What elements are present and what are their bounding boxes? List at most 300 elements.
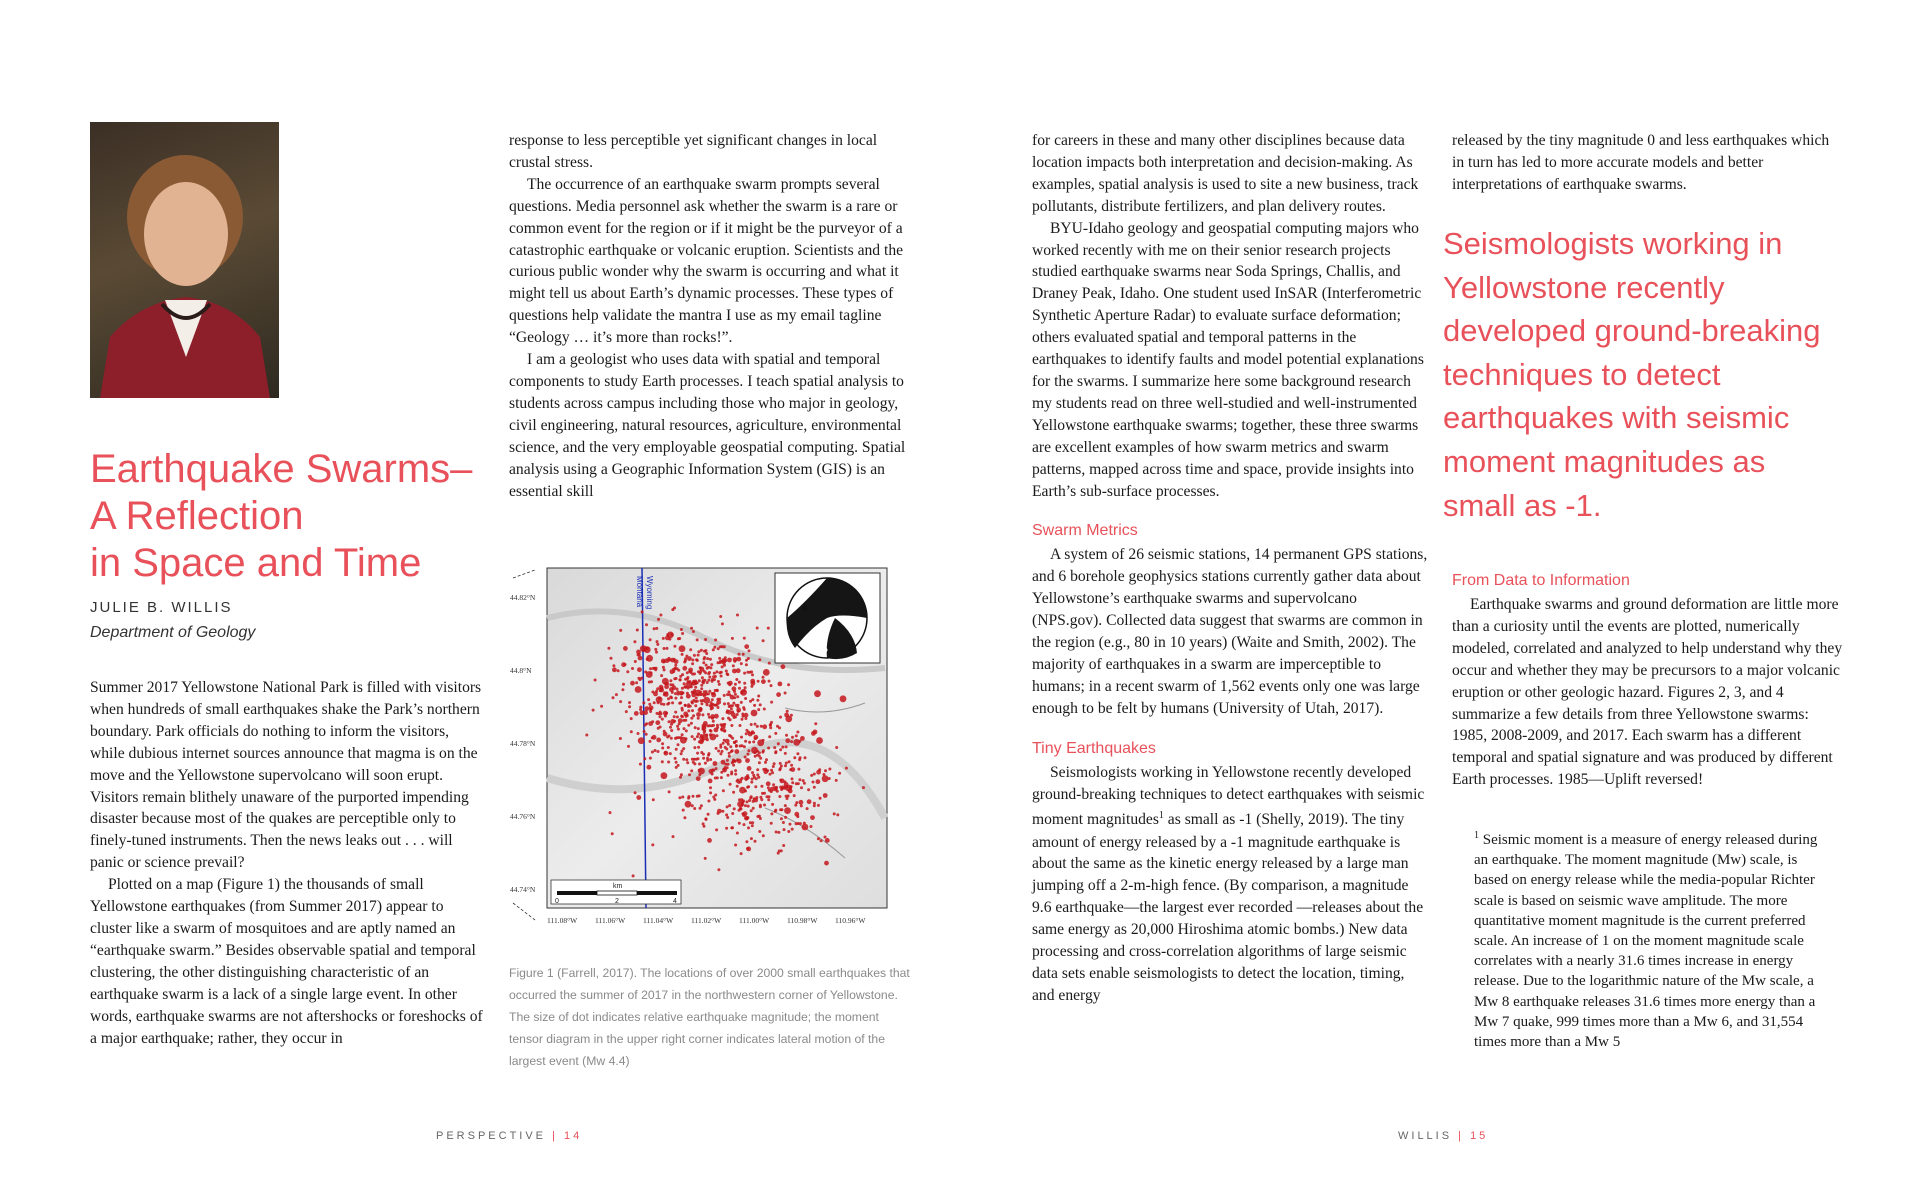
earthquake-dot bbox=[681, 673, 684, 676]
earthquake-dot bbox=[716, 703, 719, 706]
earthquake-dot bbox=[838, 772, 841, 775]
footer-separator: | bbox=[552, 1130, 558, 1142]
earthquake-dot bbox=[732, 702, 735, 705]
earthquake-dot bbox=[751, 730, 754, 733]
earthquake-dot bbox=[791, 828, 794, 831]
earthquake-dot bbox=[813, 786, 816, 789]
earthquake-dot bbox=[785, 795, 788, 798]
earthquake-dot bbox=[778, 682, 783, 687]
earthquake-dot bbox=[747, 826, 750, 829]
earthquake-dot bbox=[750, 837, 753, 840]
earthquake-dot bbox=[767, 786, 770, 789]
earthquake-dot bbox=[770, 812, 773, 815]
earthquake-dot bbox=[725, 827, 728, 830]
footnote-ref: 1 bbox=[1158, 810, 1164, 822]
earthquake-dot bbox=[812, 781, 815, 784]
earthquake-dot bbox=[646, 655, 653, 662]
earthquake-dot bbox=[798, 740, 801, 743]
earthquake-dot bbox=[615, 693, 618, 696]
earthquake-dot bbox=[668, 790, 671, 793]
earthquake-dot bbox=[630, 681, 635, 686]
earthquake-dot bbox=[704, 857, 707, 860]
earthquake-dot bbox=[783, 828, 786, 831]
earthquake-dot bbox=[756, 815, 759, 818]
earthquake-dot bbox=[727, 763, 730, 766]
earthquake-dot bbox=[709, 791, 712, 794]
earthquake-dot bbox=[748, 649, 751, 652]
earthquake-dot bbox=[682, 719, 685, 722]
earthquake-dot bbox=[778, 726, 781, 729]
lon-label: 111.06°W bbox=[595, 916, 626, 925]
text-run: Seismologists working in Yellowstone recently developed ground-breaking techniques to detect earthquakes with seismic moment magnitudes bbox=[1032, 763, 1425, 829]
earthquake-dot bbox=[600, 705, 603, 708]
earthquake-dot bbox=[681, 709, 684, 712]
earthquake-dot bbox=[679, 678, 682, 681]
earthquake-dot bbox=[708, 671, 711, 674]
body-paragraph: for careers in these and many other disciplines because data location impacts both interpretation and decision-making. As examples, spatial analysis is used to site a new business, track pollutants, distribute fertilizers, and plan delivery routes. bbox=[1032, 132, 1419, 215]
earthquake-dot bbox=[743, 745, 746, 748]
state-label-wyoming: Wyoming bbox=[645, 576, 654, 610]
earthquake-dot bbox=[681, 653, 684, 656]
earthquake-dot bbox=[734, 715, 737, 718]
earthquake-dot bbox=[647, 765, 652, 770]
earthquake-dot bbox=[747, 805, 750, 808]
earthquake-dot bbox=[638, 656, 643, 661]
earthquake-dot bbox=[609, 811, 612, 814]
earthquake-dot bbox=[726, 673, 729, 676]
earthquake-dot bbox=[758, 761, 761, 764]
scale-unit: km bbox=[613, 883, 623, 890]
earthquake-dot bbox=[720, 675, 723, 678]
earthquake-dot bbox=[626, 670, 629, 673]
earthquake-dot bbox=[777, 742, 780, 745]
earthquake-dot bbox=[716, 726, 719, 729]
earthquake-dot bbox=[703, 690, 706, 693]
earthquake-dot bbox=[810, 774, 813, 777]
earthquake-dot bbox=[697, 654, 700, 657]
earthquake-dot bbox=[793, 756, 796, 759]
earthquake-dot bbox=[774, 751, 777, 754]
earthquake-dot bbox=[675, 736, 678, 739]
earthquake-dot bbox=[697, 733, 700, 736]
earthquake-dot bbox=[791, 781, 794, 784]
earthquake-dot bbox=[655, 720, 660, 725]
earthquake-dot bbox=[754, 735, 759, 740]
earthquake-dot bbox=[767, 747, 770, 750]
earthquake-dot bbox=[729, 745, 732, 748]
earthquake-dot bbox=[669, 683, 672, 686]
earthquake-dot bbox=[810, 815, 815, 820]
earthquake-dot bbox=[784, 764, 787, 767]
earthquake-dot bbox=[680, 696, 683, 699]
lon-label: 111.00°W bbox=[739, 916, 770, 925]
earthquake-dot bbox=[761, 792, 764, 795]
earthquake-dot bbox=[790, 785, 793, 788]
earthquake-dot bbox=[795, 734, 798, 737]
earthquake-dot bbox=[657, 618, 660, 621]
earthquake-dot bbox=[711, 768, 714, 771]
earthquake-dot bbox=[732, 686, 737, 691]
earthquake-dot bbox=[638, 737, 645, 744]
earthquake-dot bbox=[691, 702, 694, 705]
earthquake-dot bbox=[743, 689, 746, 692]
earthquake-dot bbox=[744, 717, 747, 720]
earthquake-map-svg bbox=[505, 558, 905, 943]
earthquake-dot bbox=[750, 781, 753, 784]
earthquake-dot bbox=[659, 614, 662, 617]
state-label-montana: Montana bbox=[635, 576, 644, 608]
earthquake-dot bbox=[656, 738, 661, 743]
earthquake-dot bbox=[680, 692, 683, 695]
earthquake-dot bbox=[758, 751, 761, 754]
earthquake-dot bbox=[702, 757, 705, 760]
earthquake-dot bbox=[754, 840, 757, 843]
earthquake-dot bbox=[698, 740, 701, 743]
earthquake-dot bbox=[692, 795, 695, 798]
earthquake-dot bbox=[762, 749, 765, 752]
earthquake-dot bbox=[715, 828, 718, 831]
earthquake-dot bbox=[803, 822, 806, 825]
section-heading-data-to-information: From Data to Information bbox=[1452, 572, 1630, 589]
earthquake-dot bbox=[667, 632, 674, 639]
figure-1-earthquake-map bbox=[505, 558, 905, 943]
earthquake-dot bbox=[762, 639, 765, 642]
body-paragraph: The occurrence of an earthquake swarm prompts several questions. Media personnel ask whether the swarm is a rare or common event for the region or if it might be the purveyor of a catastrophic earthquake or volcanic eruption. Scientists and the curious public wonder why the swarm is occurring and what it might tell us about Earth’s dynamic processes. These types of questions help validate the mantra I use as my email tagline “Geology … it’s more than rocks!”. bbox=[509, 175, 904, 347]
earthquake-dot bbox=[751, 821, 754, 824]
earthquake-dot bbox=[730, 695, 735, 700]
earthquake-dot bbox=[708, 690, 711, 693]
earthquake-dot bbox=[734, 769, 737, 772]
earthquake-dot bbox=[714, 689, 717, 692]
earthquake-dot bbox=[656, 640, 659, 643]
earthquake-dot bbox=[684, 686, 687, 689]
earthquake-dot bbox=[661, 742, 664, 745]
earthquake-dot bbox=[695, 758, 698, 761]
earthquake-dot bbox=[746, 774, 749, 777]
earthquake-dot bbox=[670, 669, 675, 674]
earthquake-dot bbox=[745, 663, 748, 666]
earthquake-dot bbox=[733, 660, 736, 663]
earthquake-dot bbox=[760, 785, 763, 788]
earthquake-dot bbox=[738, 653, 741, 656]
earthquake-dot bbox=[780, 765, 783, 768]
earthquake-dot bbox=[707, 713, 710, 716]
earthquake-dot bbox=[681, 632, 684, 635]
footnote-mark: 1 bbox=[1474, 830, 1479, 841]
earthquake-dot bbox=[696, 752, 699, 755]
earthquake-dot bbox=[712, 675, 715, 678]
earthquake-dot bbox=[636, 629, 639, 632]
earthquake-dot bbox=[767, 798, 770, 801]
earthquake-dot bbox=[687, 724, 690, 727]
article-title bbox=[90, 446, 510, 587]
earthquake-dot bbox=[789, 768, 792, 771]
footer-separator: | bbox=[1458, 1130, 1464, 1142]
earthquake-dot bbox=[617, 669, 620, 672]
earthquake-dot bbox=[706, 703, 709, 706]
earthquake-dot bbox=[661, 772, 668, 779]
earthquake-dot bbox=[765, 758, 768, 761]
earthquake-dot bbox=[709, 758, 712, 761]
earthquake-dot bbox=[763, 669, 770, 676]
earthquake-dot bbox=[796, 752, 799, 755]
scale-tick: 2 bbox=[615, 898, 619, 905]
earthquake-dot bbox=[653, 701, 656, 704]
earthquake-dot bbox=[784, 804, 787, 807]
earthquake-dot bbox=[723, 730, 726, 733]
earthquake-dot bbox=[814, 690, 821, 697]
earthquake-dot bbox=[787, 683, 790, 686]
earthquake-dot bbox=[768, 662, 771, 665]
earthquake-dot bbox=[790, 764, 793, 767]
footnote-text: Seismic moment is a measure of energy released during an earthquake. The moment magnitude (Mw) scale, is based on energy release while the media-popular Richter scale is based on seismic wave amplitude. The more quantitative moment magnitude is the current preferred scale. An increase of 1 on the moment magnitude scale correlates with a nearly 31.6 times increase in energy release. Due to the logarithmic nature of the Mw scale, a Mw 8 earthquake releases 31.6 times more energy than a Mw 7 quake, 999 times more than a Mw 6, and 31,554 times more than a Mw 5 bbox=[1474, 832, 1818, 1051]
earthquake-dot bbox=[718, 657, 721, 660]
earthquake-dot bbox=[640, 711, 645, 716]
earthquake-dot bbox=[721, 760, 726, 765]
title-line-1: Earthquake Swarms– bbox=[90, 447, 473, 491]
earthquake-dot bbox=[820, 839, 823, 842]
earthquake-dot bbox=[751, 681, 756, 686]
earthquake-dot bbox=[687, 687, 690, 690]
earthquake-dot bbox=[637, 667, 642, 672]
earthquake-dot bbox=[694, 686, 697, 689]
earthquake-dot bbox=[710, 704, 713, 707]
earthquake-dot bbox=[687, 705, 690, 708]
earthquake-dot bbox=[690, 685, 693, 688]
earthquake-dot bbox=[742, 715, 745, 718]
earthquake-dot bbox=[683, 727, 686, 730]
title-line-2: A Reflection bbox=[90, 494, 304, 538]
body-column-4 bbox=[1452, 130, 1844, 196]
earthquake-dot bbox=[701, 734, 708, 741]
earthquake-dot bbox=[785, 738, 790, 743]
earthquake-dot bbox=[685, 801, 692, 808]
earthquake-dot bbox=[782, 821, 785, 824]
earthquake-dot bbox=[673, 658, 676, 661]
earthquake-dot bbox=[621, 662, 626, 667]
earthquake-dot bbox=[670, 737, 673, 740]
lat-label: 44.78°N bbox=[510, 739, 536, 748]
earthquake-dot bbox=[738, 681, 741, 684]
earthquake-dot bbox=[779, 748, 782, 751]
earthquake-dot bbox=[751, 698, 754, 701]
earthquake-dot bbox=[819, 797, 822, 800]
earthquake-dot bbox=[721, 750, 724, 753]
earthquake-dot bbox=[712, 796, 715, 799]
earthquake-dot bbox=[693, 746, 696, 749]
earthquake-dot bbox=[704, 817, 707, 820]
earthquake-dot bbox=[707, 800, 710, 803]
earthquake-dot bbox=[758, 658, 761, 661]
earthquake-dot bbox=[828, 768, 831, 771]
earthquake-dot bbox=[711, 717, 714, 720]
earthquake-dot bbox=[795, 801, 798, 804]
earthquake-dot bbox=[707, 813, 710, 816]
earthquake-dot bbox=[723, 645, 726, 648]
earthquake-dot bbox=[727, 774, 730, 777]
earthquake-dot bbox=[654, 648, 657, 651]
earthquake-dot bbox=[645, 706, 650, 711]
earthquake-dot bbox=[769, 723, 772, 726]
earthquake-dot bbox=[732, 664, 735, 667]
body-column-3 bbox=[1032, 130, 1430, 1007]
earthquake-dot bbox=[628, 701, 631, 704]
earthquake-dot bbox=[802, 824, 809, 831]
earthquake-dot bbox=[632, 874, 635, 877]
author-name: JULIE B. WILLIS bbox=[90, 599, 233, 616]
earthquake-dot bbox=[777, 852, 780, 855]
earthquake-dot bbox=[736, 785, 739, 788]
earthquake-dot bbox=[619, 737, 622, 740]
earthquake-dot bbox=[754, 785, 757, 788]
earthquake-dot bbox=[781, 787, 784, 790]
lat-label: 44.8°N bbox=[510, 666, 532, 675]
earthquake-dot bbox=[612, 696, 615, 699]
earthquake-dot bbox=[681, 687, 684, 690]
earthquake-dot bbox=[718, 683, 721, 686]
earthquake-dot bbox=[736, 614, 739, 617]
earthquake-dot bbox=[703, 693, 706, 696]
earthquake-dot bbox=[660, 674, 663, 677]
earthquake-dot bbox=[840, 695, 847, 702]
lat-label: 44.74°N bbox=[510, 885, 536, 894]
earthquake-dot bbox=[817, 804, 820, 807]
earthquake-dot bbox=[637, 653, 640, 656]
earthquake-dot bbox=[797, 768, 800, 771]
earthquake-dot bbox=[778, 795, 781, 798]
earthquake-dot bbox=[750, 809, 753, 812]
earthquake-dot bbox=[833, 812, 836, 815]
earthquake-dot bbox=[656, 643, 659, 646]
earthquake-dot bbox=[744, 686, 747, 689]
earthquake-dot bbox=[780, 779, 785, 784]
author-department: Department of Geology bbox=[90, 624, 256, 641]
earthquake-dot bbox=[649, 667, 652, 670]
earthquake-dot bbox=[637, 732, 640, 735]
earthquake-dot bbox=[751, 778, 754, 781]
map-corner-mark bbox=[513, 570, 535, 578]
earthquake-dot bbox=[709, 658, 712, 661]
earthquake-dot bbox=[766, 781, 771, 786]
earthquake-dot bbox=[738, 822, 741, 825]
earthquake-dot bbox=[814, 722, 817, 725]
lon-label: 111.08°W bbox=[547, 916, 578, 925]
lon-label: 111.04°W bbox=[643, 916, 674, 925]
earthquake-dot bbox=[642, 701, 645, 704]
earthquake-dot bbox=[780, 817, 783, 820]
earthquake-dot bbox=[824, 861, 829, 866]
earthquake-dot bbox=[691, 659, 694, 662]
earthquake-dot bbox=[687, 797, 690, 800]
earthquake-dot bbox=[674, 664, 677, 667]
earthquake-dot bbox=[659, 715, 662, 718]
earthquake-dot bbox=[717, 750, 720, 753]
earthquake-dot bbox=[825, 838, 830, 843]
earthquake-dot bbox=[745, 659, 748, 662]
earthquake-dot bbox=[686, 676, 689, 679]
earthquake-dot bbox=[663, 668, 666, 671]
earthquake-dot bbox=[807, 788, 810, 791]
earthquake-dot bbox=[677, 728, 680, 731]
earthquake-dot bbox=[754, 723, 757, 726]
section-heading-swarm-metrics: Swarm Metrics bbox=[1032, 522, 1138, 540]
earthquake-dot bbox=[728, 804, 731, 807]
earthquake-dot bbox=[717, 647, 720, 650]
earthquake-dot bbox=[649, 638, 652, 641]
earthquake-dot bbox=[725, 659, 728, 662]
author-photo bbox=[90, 122, 279, 398]
earthquake-dot bbox=[793, 794, 796, 797]
earthquake-dot bbox=[675, 766, 678, 769]
earthquake-dot bbox=[677, 669, 680, 672]
earthquake-dot bbox=[784, 752, 787, 755]
earthquake-dot bbox=[700, 649, 703, 652]
earthquake-dot bbox=[699, 807, 702, 810]
earthquake-dot bbox=[651, 691, 654, 694]
earthquake-dot bbox=[654, 749, 657, 752]
earthquake-dot bbox=[696, 795, 699, 798]
earthquake-dot bbox=[663, 730, 666, 733]
earthquake-dot bbox=[743, 682, 746, 685]
earthquake-dot bbox=[655, 627, 658, 630]
earthquake-dot bbox=[723, 702, 726, 705]
earthquake-dot bbox=[708, 752, 711, 755]
earthquake-dot bbox=[692, 699, 695, 702]
earthquake-dot bbox=[786, 710, 789, 713]
earthquake-dot bbox=[699, 666, 702, 669]
earthquake-dot bbox=[667, 761, 670, 764]
earthquake-dot bbox=[764, 761, 767, 764]
earthquake-dot bbox=[736, 832, 739, 835]
earthquake-dot bbox=[734, 773, 737, 776]
earthquake-dot bbox=[791, 736, 794, 739]
earthquake-dot bbox=[619, 629, 622, 632]
earthquake-dot bbox=[753, 704, 756, 707]
earthquake-dot bbox=[687, 680, 690, 683]
earthquake-dot bbox=[759, 805, 762, 808]
earthquake-dot bbox=[823, 793, 828, 798]
earthquake-dot bbox=[788, 789, 793, 794]
earthquake-dot bbox=[772, 783, 775, 786]
earthquake-dot bbox=[612, 664, 615, 667]
earthquake-dot bbox=[758, 830, 761, 833]
earthquake-dot bbox=[753, 751, 756, 754]
earthquake-dot bbox=[686, 692, 689, 695]
earthquake-dot bbox=[643, 730, 646, 733]
earthquake-dot bbox=[691, 758, 694, 761]
footer-label: PERSPECTIVE bbox=[436, 1130, 547, 1142]
earthquake-dot bbox=[836, 813, 839, 816]
earthquake-dot bbox=[736, 706, 739, 709]
earthquake-dot bbox=[666, 703, 669, 706]
earthquake-dot bbox=[731, 737, 734, 740]
earthquake-dot bbox=[706, 681, 709, 684]
earthquake-dot bbox=[735, 740, 738, 743]
earthquake-dot bbox=[699, 708, 702, 711]
earthquake-dot bbox=[807, 799, 812, 804]
earthquake-dot bbox=[688, 773, 691, 776]
earthquake-dot bbox=[700, 804, 703, 807]
earthquake-dot bbox=[649, 757, 652, 760]
footnote bbox=[1474, 826, 1834, 1052]
longitude-labels bbox=[547, 916, 866, 925]
earthquake-dot bbox=[804, 756, 807, 759]
lon-label: 110.98°W bbox=[787, 916, 818, 925]
earthquake-dot bbox=[671, 701, 674, 704]
earthquake-dot bbox=[682, 758, 685, 761]
earthquake-dot bbox=[770, 684, 773, 687]
earthquake-dot bbox=[696, 693, 699, 696]
